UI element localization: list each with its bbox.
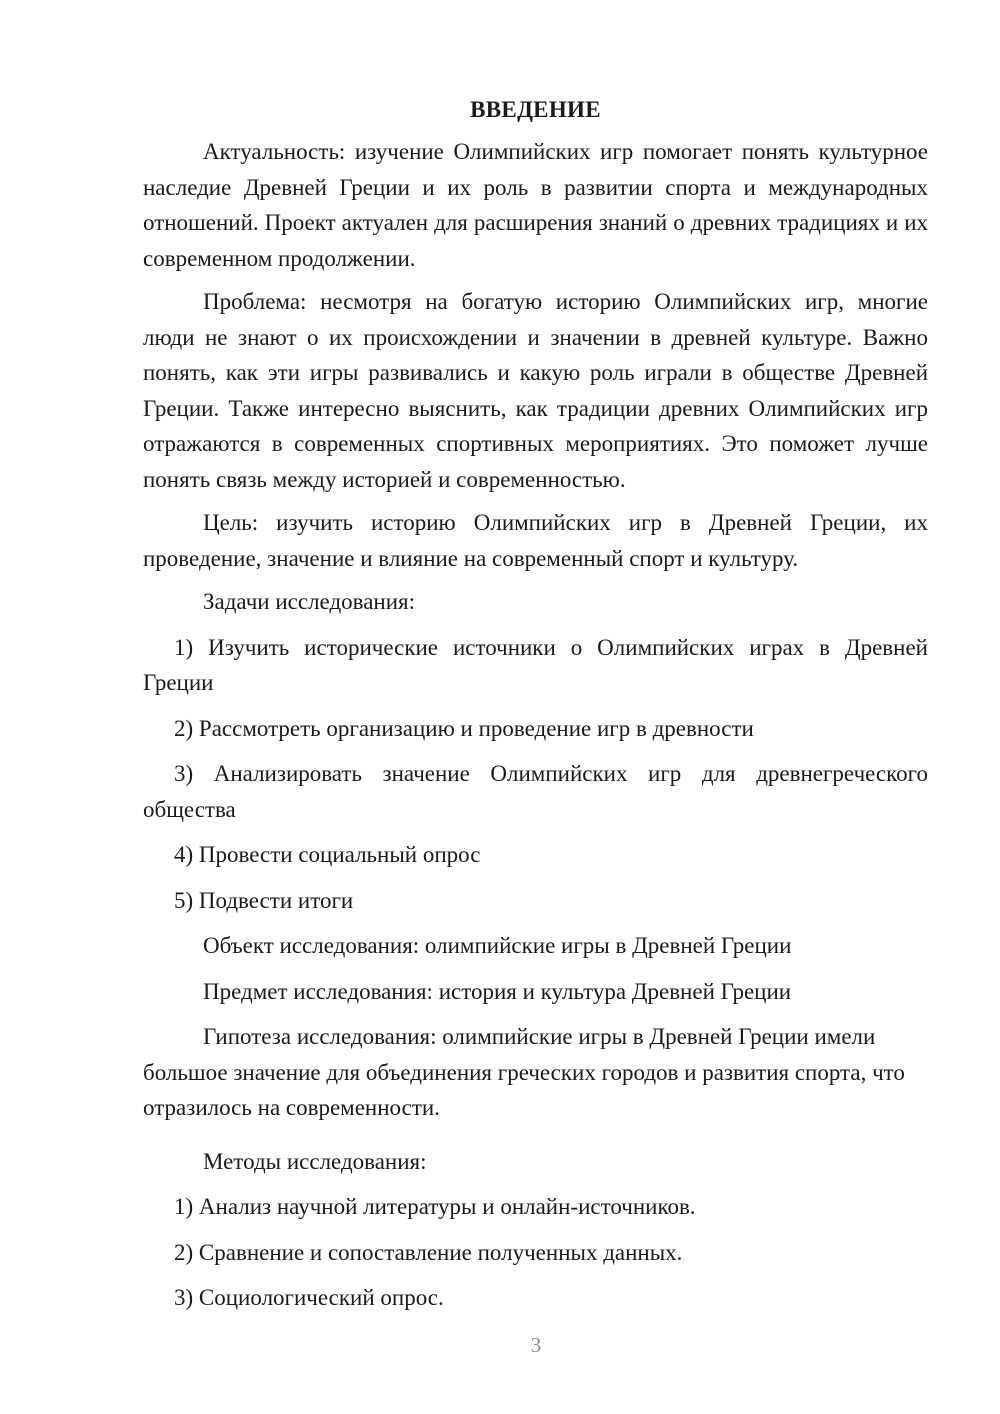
document-page (143, 92, 928, 1326)
tasks-heading: Задачи исследования: (203, 589, 416, 614)
relevance-paragraph: Актуальность: изучение Олимпийских игр помогает понять культурное наследие Древней Греции и их роль в развитии спорта и международных отношений. Проект актуален для расширения знаний о древних традициях и их современном продолжении. (143, 139, 928, 271)
page-number: 3 (530, 1333, 542, 1357)
problem-paragraph: Проблема: несмотря на богатую историю Олимпийских игр, многие люди не знают о их происхождении и значении в древней культуре. Важно понять, как эти игры развивались и какую роль играли в обществе Древней Греции. Также интересно выяснить, как традиции древних Олимпийских игр отражаются в современных спортивных мероприятиях. Это поможет лучше понять связь между историей и современностью. (143, 289, 928, 492)
task-item: 4) Провести социальный опрос (174, 842, 481, 867)
research-object: Объект исследования: олимпийские игры в Древней Греции (203, 933, 792, 958)
method-item: 3) Социологический опрос. (174, 1285, 444, 1310)
method-item: 2) Сравнение и сопоставление полученных данных. (174, 1239, 683, 1265)
methods-heading: Методы исследования: (203, 1148, 427, 1174)
method-item: 1) Анализ научной литературы и онлайн-источников. (174, 1194, 696, 1219)
section-title: ВВЕДЕНИЕ (470, 97, 601, 122)
task-item: 3) Анализировать значение Олимпийских игр для древнегреческого общества (143, 761, 928, 822)
hypothesis-paragraph: Гипотеза исследования: олимпийские игры в Древней Греции имели большое значение для объединения греческих городов и развития спорта, что отразилось на современности. (143, 1024, 905, 1120)
task-item: 2) Рассмотреть организацию и проведение игр в древности (174, 715, 754, 741)
task-item: 5) Подвести итоги (174, 887, 354, 913)
goal-paragraph: Цель: изучить историю Олимпийских игр в Древней Греции, их проведение, значение и влияние на современный спорт и культуру. (143, 510, 928, 571)
task-item: 1) Изучить исторические источники о Олимпийских играх в Древней Греции (143, 634, 928, 695)
research-subject: Предмет исследования: история и культура Древней Греции (203, 978, 792, 1004)
